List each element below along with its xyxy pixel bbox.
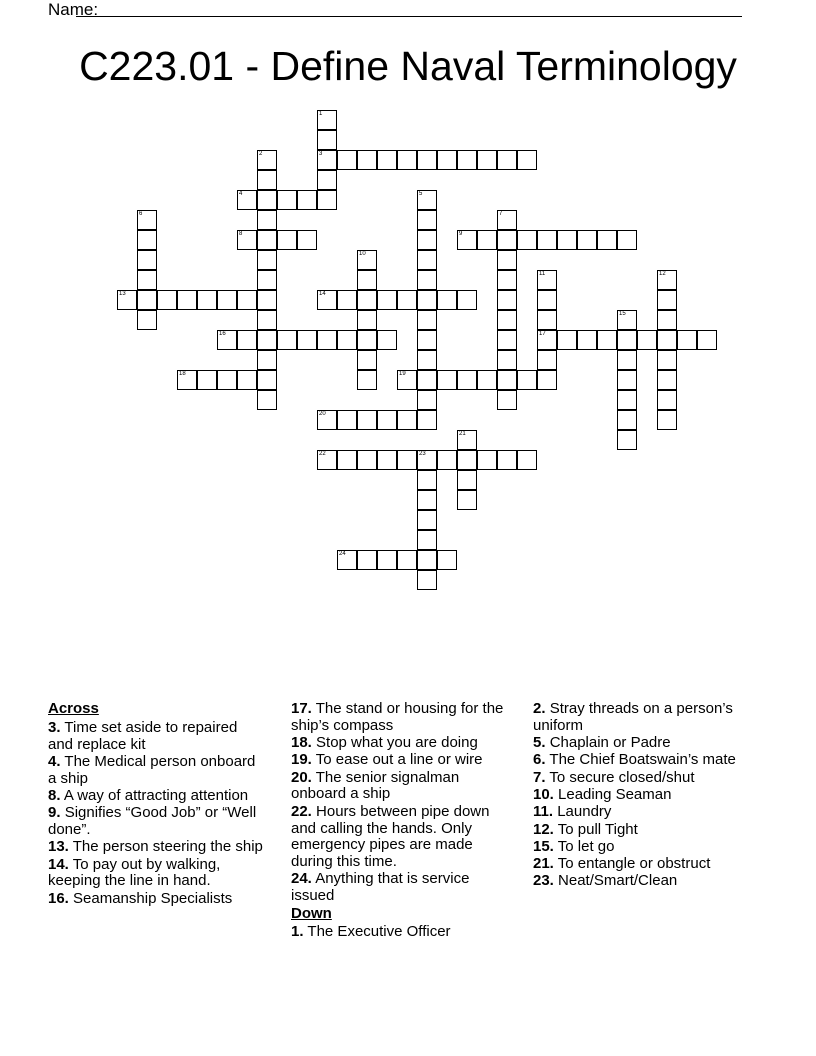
clue-number: 9 — [459, 231, 463, 237]
crossword-cell[interactable] — [437, 290, 457, 310]
crossword-cell[interactable] — [357, 410, 377, 430]
crossword-cell[interactable] — [177, 370, 197, 390]
crossword-cell[interactable] — [297, 230, 317, 250]
crossword-cell[interactable] — [497, 250, 517, 270]
clue-number: 19 — [399, 371, 406, 377]
crossword-cell[interactable] — [337, 290, 357, 310]
crossword-cell[interactable] — [617, 310, 637, 330]
crossword-cell[interactable] — [537, 310, 557, 330]
crossword-cell[interactable] — [397, 290, 417, 310]
clue-text: A way of attracting attention — [63, 786, 249, 804]
crossword-cell[interactable] — [617, 370, 637, 390]
crossword-cell[interactable] — [377, 330, 397, 350]
crossword-cell[interactable] — [417, 150, 437, 170]
crossword-cell[interactable] — [277, 190, 297, 210]
clue-number: 13. — [48, 838, 69, 856]
clue-column-3 — [533, 701, 748, 891]
crossword-cell[interactable] — [597, 230, 617, 250]
clue-number: 11 — [539, 271, 546, 277]
clue-column-1 — [48, 701, 263, 908]
across-clue — [291, 735, 511, 752]
crossword-cell[interactable] — [617, 350, 637, 370]
crossword-cell[interactable] — [417, 230, 437, 250]
crossword-cell[interactable] — [637, 330, 657, 350]
clue-text: Signifies “Good Job” or “Well done”. — [48, 804, 257, 839]
across-clue — [291, 701, 511, 735]
crossword-cell[interactable] — [417, 450, 437, 470]
crossword-cell[interactable] — [357, 290, 377, 310]
clue-number: 22 — [319, 451, 326, 457]
clue-number: 12 — [659, 271, 666, 277]
clue-number: 22. — [291, 802, 312, 820]
clue-text: To ease out a line or wire — [315, 751, 483, 769]
crossword-cell[interactable] — [177, 290, 197, 310]
clue-number: 16 — [219, 331, 226, 337]
crossword-cell[interactable] — [597, 330, 617, 350]
crossword-cell[interactable] — [257, 330, 277, 350]
clue-number: 7 — [499, 211, 503, 217]
clue-number: 3 — [319, 151, 323, 157]
crossword-cell[interactable] — [377, 410, 397, 430]
page-title: C223.01 - Define Naval Terminology — [79, 43, 737, 89]
crossword-cell[interactable] — [357, 450, 377, 470]
crossword-cell[interactable] — [137, 210, 157, 230]
crossword-cell[interactable] — [457, 490, 477, 510]
crossword-cell[interactable] — [137, 290, 157, 310]
crossword-cell[interactable] — [357, 310, 377, 330]
clue-text: To entangle or obstruct — [557, 855, 711, 873]
clue-number: 15. — [533, 837, 554, 855]
crossword-cell[interactable] — [197, 370, 217, 390]
clue-number: 17. — [291, 700, 312, 717]
crossword-cell[interactable] — [417, 310, 437, 330]
crossword-cell[interactable] — [437, 450, 457, 470]
crossword-cell[interactable] — [417, 350, 437, 370]
crossword-cell[interactable] — [217, 370, 237, 390]
clue-number: 5 — [419, 191, 423, 197]
clue-number: 21. — [533, 855, 554, 873]
crossword-cell[interactable] — [437, 370, 457, 390]
across-clue — [48, 891, 263, 908]
down-clue — [533, 770, 748, 787]
crossword-cell[interactable] — [557, 230, 577, 250]
down-heading: Down — [291, 904, 332, 922]
crossword-cell[interactable] — [397, 370, 417, 390]
crossword-cell[interactable] — [217, 330, 237, 350]
crossword-cell[interactable] — [237, 290, 257, 310]
crossword-cell[interactable] — [257, 250, 277, 270]
crossword-cell[interactable] — [537, 270, 557, 290]
crossword-cell[interactable] — [617, 410, 637, 430]
crossword-cell[interactable] — [617, 330, 637, 350]
crossword-cell[interactable] — [297, 330, 317, 350]
clue-number: 5. — [533, 734, 546, 752]
clue-column-2 — [291, 701, 511, 942]
crossword-cell[interactable] — [497, 230, 517, 250]
crossword-cell[interactable] — [517, 230, 537, 250]
crossword-cell[interactable] — [417, 250, 437, 270]
across-clue — [291, 752, 511, 769]
crossword-cell[interactable] — [237, 370, 257, 390]
clue-number: 14. — [48, 855, 69, 873]
clue-number: 20 — [319, 411, 326, 417]
crossword-cell[interactable] — [257, 170, 277, 190]
crossword-cell[interactable] — [317, 290, 337, 310]
crossword-cell[interactable] — [317, 330, 337, 350]
crossword-cell[interactable] — [257, 190, 277, 210]
crossword-cell[interactable] — [617, 390, 637, 410]
crossword-cell[interactable] — [537, 370, 557, 390]
crossword-cell[interactable] — [497, 450, 517, 470]
clue-number: 24 — [339, 551, 346, 557]
crossword-cell[interactable] — [357, 150, 377, 170]
crossword-cell[interactable] — [237, 190, 257, 210]
clue-text: Anything that is service issued — [291, 870, 470, 905]
crossword-cell[interactable] — [657, 390, 677, 410]
crossword-cell[interactable] — [517, 370, 537, 390]
clue-text: Neat/Smart/Clean — [558, 872, 678, 890]
crossword-cell[interactable] — [537, 330, 557, 350]
clue-number: 1 — [319, 111, 323, 117]
down-clue — [533, 735, 748, 752]
clue-number: 8 — [239, 231, 243, 237]
crossword-cell[interactable] — [257, 150, 277, 170]
crossword-cell[interactable] — [617, 230, 637, 250]
crossword-cell[interactable] — [237, 330, 257, 350]
crossword-cell[interactable] — [257, 210, 277, 230]
down-clue — [533, 839, 748, 856]
across-clue — [291, 871, 511, 905]
clue-number: 15 — [619, 311, 626, 317]
crossword-cell[interactable] — [497, 370, 517, 390]
clue-text: To secure closed/shut — [549, 768, 695, 786]
crossword-cell[interactable] — [517, 450, 537, 470]
crossword-cell[interactable] — [477, 370, 497, 390]
crossword-cell[interactable] — [397, 550, 417, 570]
clue-text: Seamanship Specialists — [73, 889, 233, 907]
crossword-cell[interactable] — [417, 270, 437, 290]
clue-number: 23. — [533, 872, 554, 890]
crossword-cell[interactable] — [337, 330, 357, 350]
across-clue — [48, 720, 263, 754]
crossword-cell[interactable] — [657, 350, 677, 370]
crossword-cell[interactable] — [237, 230, 257, 250]
crossword-cell[interactable] — [677, 330, 697, 350]
crossword-cell[interactable] — [317, 130, 337, 150]
crossword-cell[interactable] — [137, 250, 157, 270]
down-clue — [533, 752, 748, 769]
crossword-cell[interactable] — [257, 370, 277, 390]
clue-number: 14 — [319, 291, 326, 297]
down-clue — [533, 822, 748, 839]
clue-text: Hours between pipe down and calling the hands. Only emergency pipes are made during this time. — [291, 802, 490, 871]
clue-number: 10 — [359, 251, 366, 257]
crossword-cell[interactable] — [417, 190, 437, 210]
clue-number: 21 — [459, 431, 466, 437]
crossword-cell[interactable] — [357, 250, 377, 270]
crossword-cell[interactable] — [357, 330, 377, 350]
crossword-cell[interactable] — [417, 410, 437, 430]
crossword-cell[interactable] — [317, 190, 337, 210]
crossword-cell[interactable] — [257, 390, 277, 410]
down-clue — [291, 924, 511, 941]
crossword-cell[interactable] — [397, 150, 417, 170]
crossword-cell[interactable] — [417, 470, 437, 490]
crossword-cell[interactable] — [657, 270, 677, 290]
crossword-cell[interactable] — [137, 270, 157, 290]
down-clue — [533, 856, 748, 873]
clue-number: 9. — [48, 804, 61, 822]
crossword-cell[interactable] — [417, 330, 437, 350]
clue-text: To pull Tight — [557, 820, 638, 838]
crossword-cell[interactable] — [257, 270, 277, 290]
clue-number: 3. — [48, 718, 61, 736]
crossword-cell[interactable] — [337, 150, 357, 170]
crossword-cell[interactable] — [457, 150, 477, 170]
crossword-cell[interactable] — [457, 450, 477, 470]
crossword-cell[interactable] — [477, 230, 497, 250]
down-clue — [533, 804, 748, 821]
crossword-cell[interactable] — [157, 290, 177, 310]
crossword-cell[interactable] — [477, 150, 497, 170]
clue-number: 18 — [179, 371, 186, 377]
clue-number: 19. — [291, 751, 312, 769]
crossword-cell[interactable] — [497, 330, 517, 350]
clue-number: 23 — [419, 451, 426, 457]
clue-number: 24. — [291, 870, 312, 888]
clue-text: Time set aside to repaired and replace kit — [48, 718, 238, 753]
clue-text: The stand or housing for the ship’s compass — [291, 700, 504, 734]
crossword-cell[interactable] — [437, 150, 457, 170]
crossword-cell[interactable] — [317, 410, 337, 430]
clue-number: 4 — [239, 191, 243, 197]
clue-number: 16. — [48, 889, 69, 907]
crossword-cell[interactable] — [417, 390, 437, 410]
crossword-cell[interactable] — [337, 410, 357, 430]
clue-number: 7. — [533, 768, 546, 786]
clue-text: The person steering the ship — [72, 838, 263, 856]
clue-number: 6. — [533, 751, 546, 769]
across-clue — [48, 857, 263, 891]
crossword-cell[interactable] — [657, 370, 677, 390]
crossword-cell[interactable] — [377, 150, 397, 170]
crossword-cell[interactable] — [497, 390, 517, 410]
crossword-cell[interactable] — [217, 290, 237, 310]
crossword-cell[interactable] — [457, 370, 477, 390]
crossword-cell[interactable] — [537, 290, 557, 310]
clue-text: Laundry — [557, 803, 612, 821]
crossword-cell[interactable] — [137, 310, 157, 330]
crossword-cell[interactable] — [417, 570, 437, 590]
across-clue — [48, 805, 263, 839]
down-clue — [533, 787, 748, 804]
crossword-cell[interactable] — [397, 410, 417, 430]
clue-text: Stray threads on a person’s uniform — [533, 700, 733, 734]
clue-text: The senior signalman onboard a ship — [291, 768, 460, 803]
clue-text: To let go — [557, 837, 615, 855]
crossword-cell[interactable] — [117, 290, 137, 310]
crossword-cell[interactable] — [497, 210, 517, 230]
crossword-cell[interactable] — [417, 550, 437, 570]
crossword-cell[interactable] — [317, 450, 337, 470]
crossword-cell[interactable] — [497, 270, 517, 290]
crossword-cell[interactable] — [257, 230, 277, 250]
crossword-cell[interactable] — [357, 370, 377, 390]
crossword-cell[interactable] — [417, 370, 437, 390]
crossword-cell[interactable] — [497, 290, 517, 310]
crossword-cell[interactable] — [377, 450, 397, 470]
clue-number: 6 — [139, 211, 143, 217]
crossword-cell[interactable] — [337, 450, 357, 470]
clue-text: The Executive Officer — [307, 923, 451, 941]
crossword-cell[interactable] — [417, 490, 437, 510]
crossword-cell[interactable] — [257, 290, 277, 310]
crossword-cell[interactable] — [377, 290, 397, 310]
crossword-cell[interactable] — [417, 530, 437, 550]
clue-number: 11. — [533, 803, 554, 821]
clue-number: 12. — [533, 820, 554, 838]
crossword-cell[interactable] — [377, 550, 397, 570]
crossword-cell[interactable] — [497, 310, 517, 330]
crossword-cell[interactable] — [457, 470, 477, 490]
clue-number: 2. — [533, 700, 546, 717]
across-clue — [291, 804, 511, 871]
crossword-cell[interactable] — [317, 150, 337, 170]
name-label: Name: — [48, 0, 99, 19]
crossword-cell[interactable] — [317, 110, 337, 130]
crossword-cell[interactable] — [257, 310, 277, 330]
crossword-cell[interactable] — [537, 350, 557, 370]
crossword-cell[interactable] — [537, 230, 557, 250]
crossword-cell[interactable] — [197, 290, 217, 310]
across-clue — [48, 788, 263, 805]
clue-number: 8. — [48, 786, 61, 804]
crossword-cell[interactable] — [397, 450, 417, 470]
clue-number: 18. — [291, 734, 312, 752]
clue-text: Chaplain or Padre — [549, 734, 671, 752]
clue-text: Stop what you are doing — [316, 734, 478, 752]
crossword-cell[interactable] — [557, 330, 577, 350]
clue-text: The Medical person onboard a ship — [48, 752, 256, 787]
crossword-cell[interactable] — [277, 230, 297, 250]
crossword-cell[interactable] — [457, 430, 477, 450]
across-clue — [48, 839, 263, 856]
crossword-cell[interactable] — [137, 230, 157, 250]
crossword-cell[interactable] — [457, 230, 477, 250]
crossword-cell[interactable] — [417, 290, 437, 310]
down-clue — [533, 701, 748, 735]
across-clue — [291, 770, 511, 804]
clue-number: 4. — [48, 752, 61, 770]
crossword-cell[interactable] — [657, 410, 677, 430]
clue-number: 13 — [119, 291, 126, 297]
crossword-cell[interactable] — [517, 150, 537, 170]
crossword-cell[interactable] — [577, 330, 597, 350]
clue-text: To pay out by walking, keeping the line in hand. — [48, 855, 221, 890]
crossword-cell[interactable] — [697, 330, 717, 350]
crossword-cell[interactable] — [477, 450, 497, 470]
crossword-cell[interactable] — [357, 550, 377, 570]
clue-number: 2 — [259, 151, 263, 157]
crossword-cell[interactable] — [417, 210, 437, 230]
across-clue — [48, 754, 263, 788]
crossword-cell[interactable] — [657, 310, 677, 330]
crossword-cell[interactable] — [497, 350, 517, 370]
crossword-cell[interactable] — [337, 550, 357, 570]
across-heading: Across — [48, 700, 99, 717]
crossword-cell[interactable] — [577, 230, 597, 250]
clue-number: 1. — [291, 923, 304, 941]
crossword-cell[interactable] — [657, 290, 677, 310]
crossword-cell[interactable] — [357, 350, 377, 370]
crossword-cell[interactable] — [297, 190, 317, 210]
crossword-cell[interactable] — [657, 330, 677, 350]
crossword-cell[interactable] — [417, 510, 437, 530]
crossword-cell[interactable] — [617, 430, 637, 450]
crossword-cell[interactable] — [497, 150, 517, 170]
clue-number: 17 — [539, 331, 546, 337]
crossword-cell[interactable] — [257, 350, 277, 370]
clue-number: 20. — [291, 768, 312, 786]
crossword-cell[interactable] — [457, 290, 477, 310]
clue-number: 10. — [533, 785, 554, 803]
down-clue — [533, 873, 748, 890]
crossword-cell[interactable] — [277, 330, 297, 350]
clue-text: The Chief Boatswain’s mate — [549, 751, 736, 769]
clue-text: Leading Seaman — [558, 785, 672, 803]
crossword-cell[interactable] — [317, 170, 337, 190]
crossword-cell[interactable] — [437, 550, 457, 570]
crossword-cell[interactable] — [357, 270, 377, 290]
